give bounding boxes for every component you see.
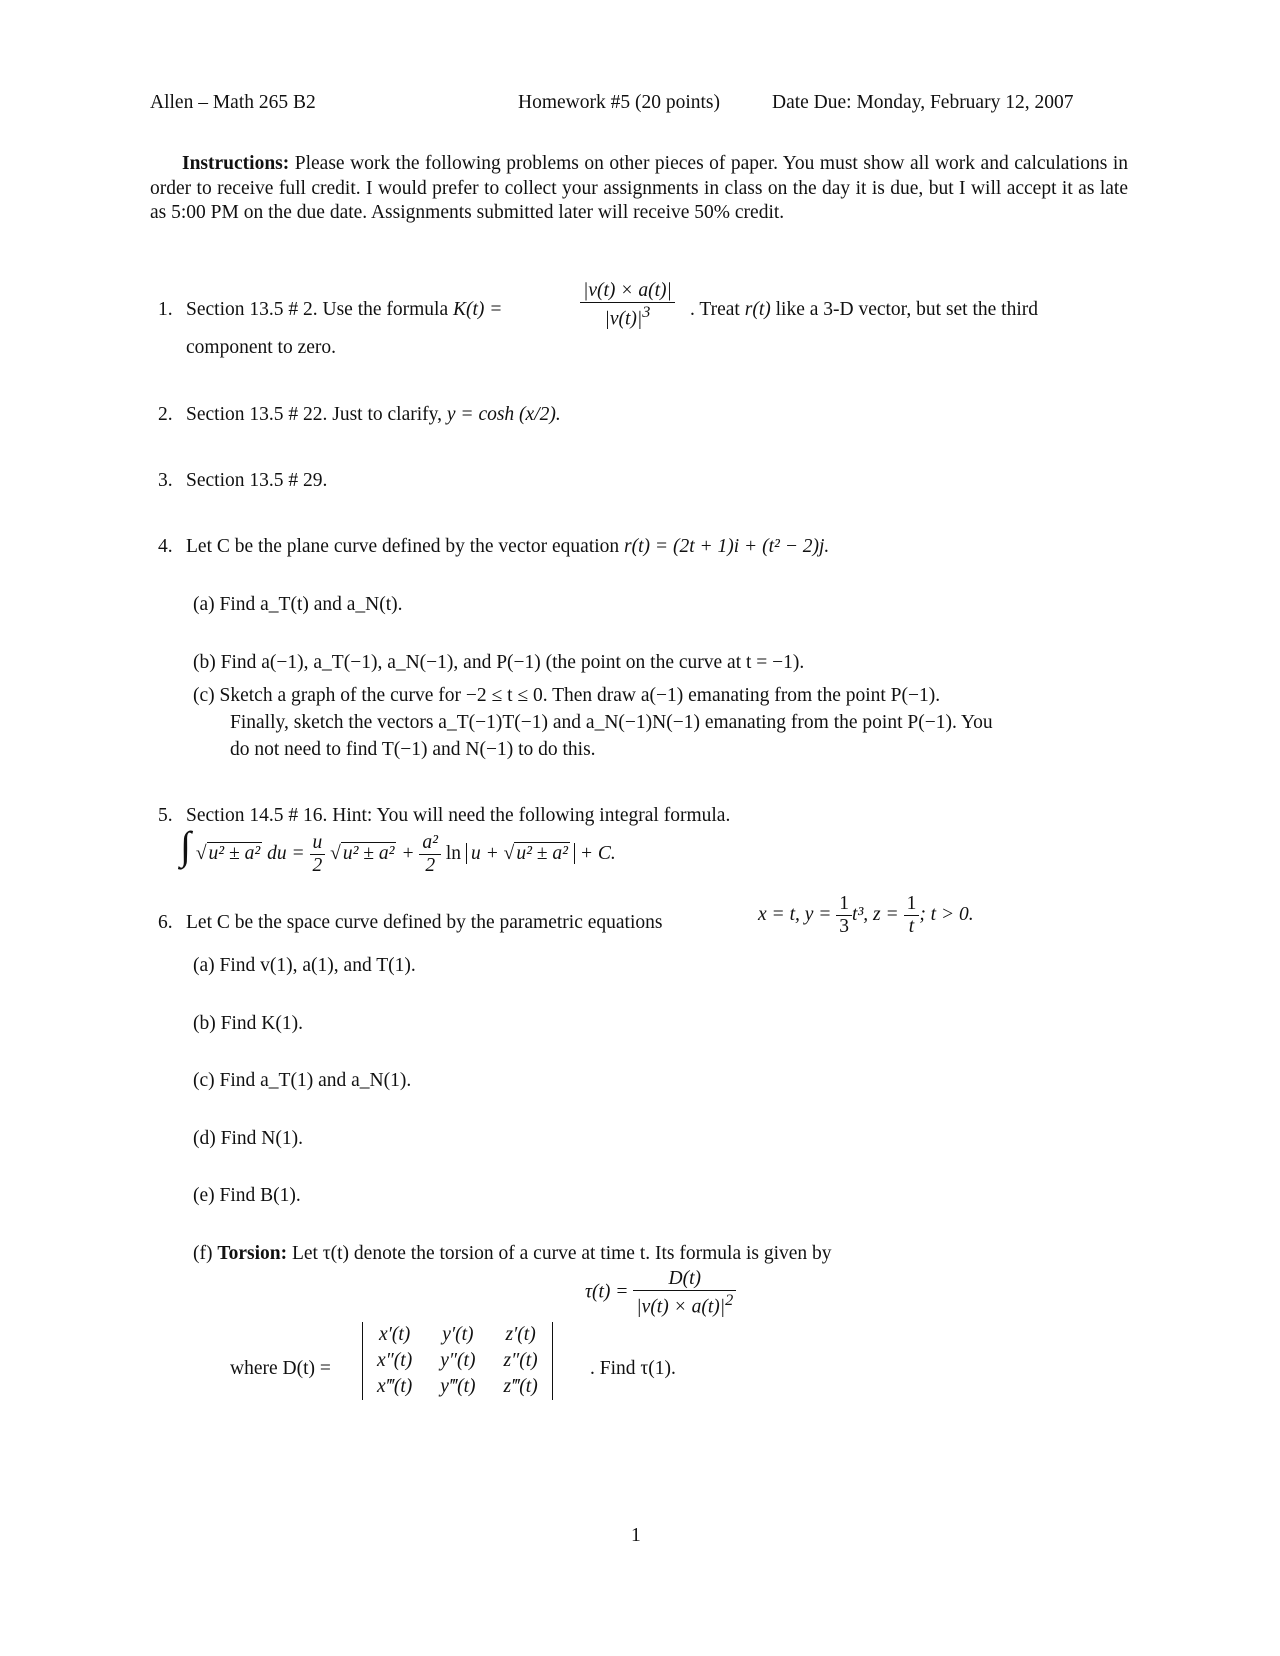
problem-1-text: Section 13.5 # 2. Use the formula K(t) = <box>186 299 503 320</box>
problem-3-text: Section 13.5 # 29. <box>186 470 328 491</box>
header-course: Allen – Math 265 B2 <box>150 92 316 113</box>
problem-4b: (b) Find a(−1), a_T(−1), a_N(−1), and P(−1) (the point on the curve at t = −1). <box>193 652 805 673</box>
problem-1-line2: component to zero. <box>186 337 336 358</box>
problem-6-number: 6. <box>158 912 173 933</box>
integral-formula: ∫ √ u² ± a² du = $\frac{u}{2}$ √ u² ± a² + $\frac{\text{a²}}{2}$ ln u + √ u² ± a² + C. <box>180 823 616 877</box>
problem-3-number: 3. <box>158 470 173 491</box>
determinant-label: where D(t) = <box>230 1358 331 1379</box>
problem-1-number: 1. <box>158 299 173 320</box>
curvature-formula: $\frac{|v(t) \times a(t)|}{|v(t)|^3}$ <box>580 280 675 331</box>
problem-4c-line2: Finally, sketch the vectors a_T(−1)T(−1) and a_N(−1)N(−1) emanating from the point P(−1). You <box>230 712 993 733</box>
problem-5-number: 5. <box>158 805 173 826</box>
instructions <box>150 152 1128 226</box>
problem-6e: (e) Find B(1). <box>193 1185 301 1206</box>
header-due-date: Date Due: Monday, February 12, 2007 <box>772 92 1074 113</box>
problem-4c-line1: (c) Sketch a graph of the curve for −2 ≤ t ≤ 0. Then draw a(−1) emanating from the point P(−1). <box>193 685 941 706</box>
problem-2-number: 2. <box>158 404 173 425</box>
problem-1-text-after: . Treat r(t) like a 3-D vector, but set the third <box>690 299 1039 320</box>
problem-6-text: Let C be the space curve defined by the parametric equations <box>186 912 663 933</box>
problem-4a: (a) Find a_T(t) and a_N(t). <box>193 594 403 615</box>
find-torsion: . Find τ(1). <box>590 1358 676 1379</box>
determinant-matrix: x′(t) y′(t) z′(t) x″(t) y″(t) z″(t) x‴(t) y‴(t) z‴(t) <box>362 1322 553 1400</box>
problem-6f: (f) Torsion: Let τ(t) denote the torsion of a curve at time t. Its formula is given by <box>193 1243 832 1264</box>
instructions-label: Instructions: <box>182 153 290 174</box>
problem-2-text: Section 13.5 # 22. Just to clarify, y = cosh (x/2). <box>186 404 561 425</box>
torsion-formula: τ(t) = $\frac{D(t)}{|v(t) \times a(t)|^2}$ <box>585 1268 736 1319</box>
problem-6d: (d) Find N(1). <box>193 1128 303 1149</box>
problem-4-number: 4. <box>158 536 173 557</box>
problem-6b: (b) Find K(1). <box>193 1013 303 1034</box>
problem-6c: (c) Find a_T(1) and a_N(1). <box>193 1070 412 1091</box>
header-title: Homework #5 (20 points) <box>518 92 721 113</box>
problem-5-text: Section 14.5 # 16. Hint: You will need the following integral formula. <box>186 805 731 826</box>
problem-6a: (a) Find v(1), a(1), and T(1). <box>193 955 416 976</box>
problem-4-text: Let C be the plane curve defined by the vector equation r(t) = (2t + 1)i + (t² − 2)j. <box>186 536 830 557</box>
problem-4c-line3: do not need to find T(−1) and N(−1) to do this. <box>230 739 596 760</box>
parametric-equations: x = t, y = $\frac{1}{3}$ t³, z = $\frac{1}{t}$ ; t > 0. <box>758 893 974 937</box>
page-number: 1 <box>631 1525 641 1546</box>
instructions-text: Please work the following problems on other pieces of paper. You must show all work and calculations in order to receive full credit. I would prefer to collect your assignments in class on the day it is due, but I will accept it as late as 5:00 PM on the due date. Assignments submitted later will receive 50% credit. <box>150 153 1128 223</box>
